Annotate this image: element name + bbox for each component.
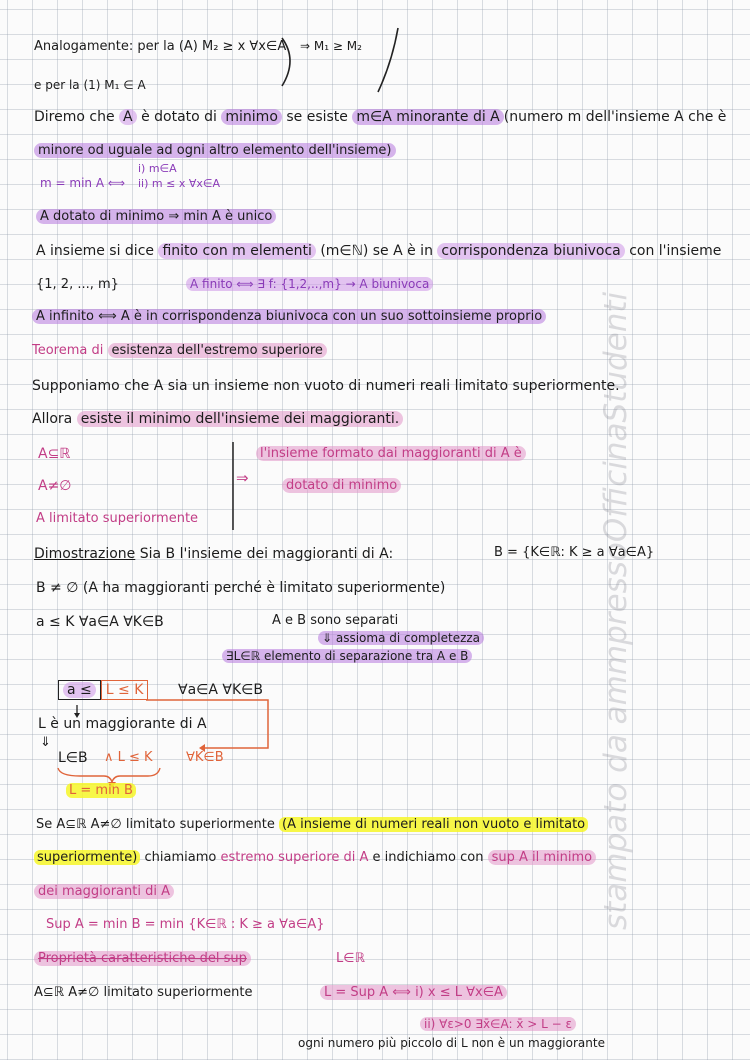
orange-box: L ≤ K <box>101 680 149 700</box>
sup-name: estremo superiore di A <box>220 850 369 865</box>
text: se esiste <box>286 109 348 125</box>
hyp-bounded: A limitato superiormente <box>36 511 199 526</box>
sup-def-line-3 <box>34 885 174 900</box>
set-b-def: B = {K∈ℝ: K ≥ a ∀a∈A} <box>494 545 655 560</box>
hyp-subset: A⊆ℝ <box>38 446 71 462</box>
min-definition-line <box>34 109 726 125</box>
min-condition-1: i) m∈A <box>138 162 177 175</box>
sup-char-i <box>320 986 507 1001</box>
theorem-title <box>32 344 327 359</box>
minorant-highlight: m∈A minorante di A <box>352 109 503 125</box>
l-min-b <box>66 784 136 799</box>
hyp-nonempty: A≠∅ <box>38 478 72 494</box>
sup-def-line-2 <box>34 851 596 866</box>
bijection-highlight: corrispondenza biunivoca <box>437 243 624 259</box>
minimum-explanation-highlight: minore od uguale ad ogni altro elemento dell'insieme) <box>34 143 396 158</box>
proof-line-2: B ≠ ∅ (A ha maggioranti perché è limitato superiormente) <box>36 580 446 596</box>
superiormente-highlight: superiormente) <box>34 850 140 865</box>
properties-hyp: A⊆ℝ A≠∅ limitato superiormente <box>34 985 253 1000</box>
l-min-b-highlight: L = min B <box>66 783 136 798</box>
min-condition-2: ii) m ≤ x ∀x∈A <box>138 177 220 190</box>
completeness-highlight: ⇓ assioma di completezza <box>318 631 484 645</box>
every-smaller-number: ogni numero più piccolo di L non è un maggiorante <box>298 1036 605 1050</box>
maggioranti-highlight: dei maggioranti di A <box>34 884 174 899</box>
orange-brace <box>58 768 160 782</box>
slash-stroke <box>378 28 398 92</box>
properties-line <box>34 952 251 967</box>
l-in-r: L∈ℝ <box>336 951 365 966</box>
black-box <box>58 680 101 700</box>
theorem-label: Teorema di <box>32 343 104 358</box>
quantifiers: ∀a∈A ∀K∈B <box>178 682 263 698</box>
sup-def-line-1 <box>36 818 588 833</box>
text: A insieme si dice <box>36 243 155 259</box>
thesis-line-2 <box>282 479 401 494</box>
thesis-arrow: ⇒ <box>236 469 249 487</box>
finite-highlight: finito con m elementi <box>158 243 315 259</box>
text: Allora <box>32 411 73 427</box>
text: è dotato di <box>141 109 217 125</box>
sup-def-highlight: (A insieme di numeri reali non vuoto e limitato <box>279 817 588 832</box>
proof-label: Dimostrazione <box>34 546 136 562</box>
watermark: stampato da ammpressoOfficinaStudenti <box>598 291 634 930</box>
min-formula-left: m = min A ⟺ <box>40 176 126 190</box>
min-unique-highlight: A dotato di minimo ⇒ min A è unico <box>36 209 276 224</box>
l-in-b: L∈B <box>58 750 88 766</box>
proof-line-1 <box>34 546 393 562</box>
set-a-highlight: A <box>119 109 137 125</box>
theorem-name-highlight: esistenza dell'estremo superiore <box>108 343 327 358</box>
text: con l'insieme <box>629 243 722 259</box>
infinite-highlight: A infinito ⟺ A è in corrispondenza biunivoca con un suo sottoinsieme proprio <box>32 309 546 324</box>
completeness-line <box>318 632 484 646</box>
a-leq-highlight: a ≤ <box>63 682 96 698</box>
l-maggiorante: L è un maggiorante di A <box>38 716 207 732</box>
inequality-chain <box>58 682 148 698</box>
sup-char-ii <box>420 1018 576 1032</box>
separation-highlight: ∃L∈ℝ elemento di separazione tra A e B <box>222 649 472 663</box>
min-definition-line-2 <box>34 144 396 159</box>
forall-k: ∀K∈B <box>186 750 224 765</box>
finite-def-line <box>186 278 433 292</box>
proof-line-3: a ≤ K ∀a∈A ∀K∈B <box>36 614 164 630</box>
text: (m∈ℕ) se A è in <box>320 243 433 259</box>
sup-char-ii-highlight: ii) ∀ε>0 ∃x̄∈A: x̄ > L − ε <box>420 1017 576 1031</box>
separated-line: A e B sono separati <box>272 613 399 628</box>
l-leq-k: ∧ L ≤ K <box>104 750 153 765</box>
analog-line-2: e per la (1) M₁ ∈ A <box>34 78 146 92</box>
sup-formula: Sup A = min B = min {K∈ℝ : K ≥ a ∀a∈A} <box>46 917 325 932</box>
text: e indichiamo con <box>372 850 484 865</box>
infinite-line <box>32 310 546 325</box>
theorem-thesis <box>32 411 403 427</box>
text: Sia B l'insieme dei maggioranti di A: <box>139 546 394 562</box>
theorem-hypothesis: Supponiamo che A sia un insieme non vuoto di numeri reali limitato superiormente. <box>32 378 620 394</box>
min-formula <box>40 177 125 191</box>
analog-implication: ⇒ M₁ ≥ M₂ <box>300 39 362 53</box>
text: (numero m dell'insieme A che è <box>503 109 727 125</box>
sup-min-highlight: sup A il minimo <box>488 850 597 865</box>
thesis-highlight: esiste il minimo dell'insieme dei maggioranti. <box>77 411 404 427</box>
min-unique-line <box>36 210 276 225</box>
separation-element-line <box>222 650 472 664</box>
down-arrow-2: ⇓ <box>40 735 51 750</box>
finite-set-line <box>36 243 721 259</box>
analog-line: Analogamente: per la (A) M₂ ≥ x ∀x∈A <box>34 39 287 54</box>
finite-def-highlight: A finito ⟺ ∃ f: {1,2,..,m} → A biunivoca <box>186 277 433 291</box>
thesis-1-highlight: l'insieme formato dai maggioranti di A è <box>256 446 526 461</box>
properties-highlight: Proprietà caratteristiche del sup <box>34 951 251 966</box>
minimum-highlight: minimo <box>221 109 282 125</box>
thesis-2-highlight: dotato di minimo <box>282 478 401 493</box>
text: chiamiamo <box>144 850 217 865</box>
text: Diremo che <box>34 109 115 125</box>
finite-set-index: {1, 2, ..., m} <box>36 277 119 292</box>
text: Se A⊆ℝ A≠∅ limitato superiormente <box>36 817 275 832</box>
sup-char-i-highlight: L = Sup A ⟺ i) x ≤ L ∀x∈A <box>320 985 507 1000</box>
thesis-line-1 <box>256 447 526 462</box>
